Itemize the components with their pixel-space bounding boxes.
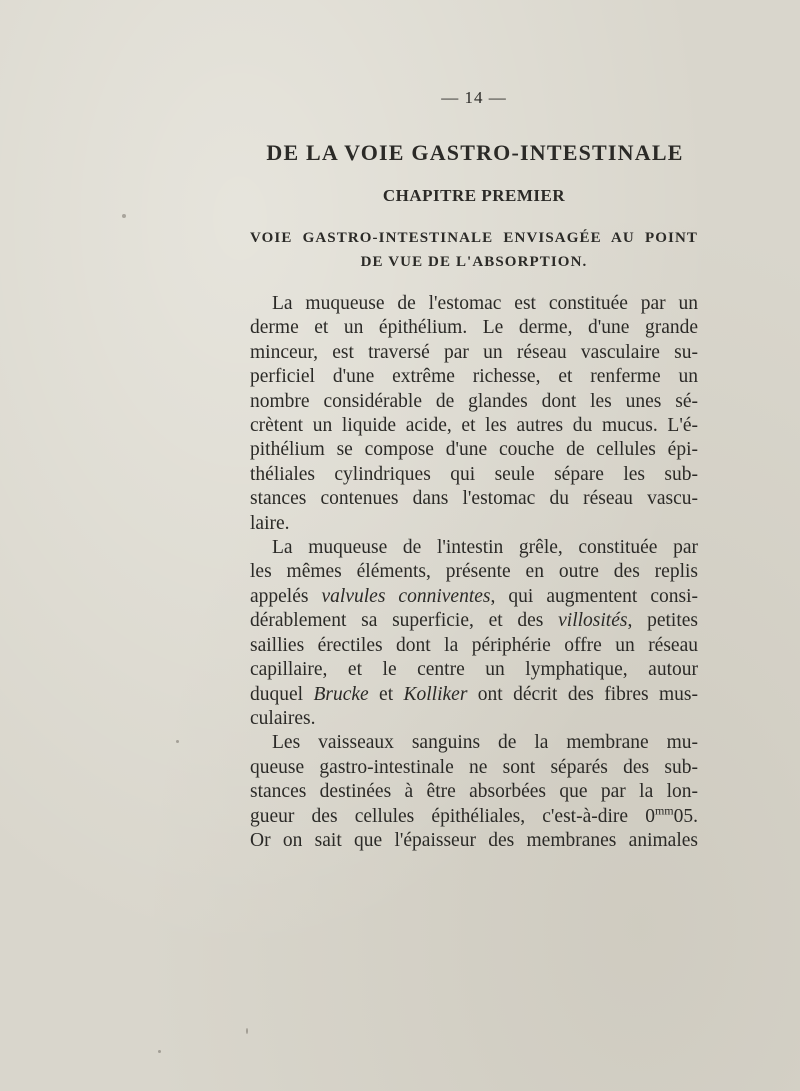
italic-name: Brucke (313, 683, 369, 705)
text-segment: , petites (627, 610, 698, 632)
text-line: stances contenues dans l'estomac du réseau vascu- (250, 488, 698, 510)
text-segment: duquel (250, 683, 314, 705)
chapter-subtitle (250, 226, 698, 274)
page-speck (122, 214, 126, 218)
text-column (250, 88, 698, 853)
text-line (250, 585, 698, 609)
text-line: capillaire, et le centre un lymphatique, autour (250, 659, 698, 681)
text-line: laire. (250, 512, 290, 534)
text-line: derme et un épithélium. Le derme, d'une grande (250, 317, 698, 339)
text-line (250, 609, 698, 633)
page-speck (246, 1028, 248, 1034)
paragraph-1 (250, 292, 698, 536)
chapter-title: CHAPITRE PREMIER (382, 186, 566, 205)
text-line: La muqueuse de l'estomac est constituée par un (272, 293, 698, 314)
text-line: Les vaisseaux sanguins de la membrane mu- (272, 732, 698, 754)
text-line (250, 683, 698, 707)
subtitle-line: DE VUE DE L'ABSORPTION. (360, 254, 588, 270)
page-speck (176, 740, 179, 743)
text-segment: appelés (250, 585, 322, 607)
text-segment: gueur des cellules épithéliales, c'est-à-dire 0 (250, 805, 655, 827)
text-line: stances destinées à être absorbées que par la lon- (250, 781, 698, 803)
section-title: DE LA VOIE GASTRO-INTESTINALE (266, 140, 684, 165)
text-line: les mêmes éléments, présente en outre des replis (250, 561, 698, 583)
text-line: Or on sait que l'épaisseur des membranes animales (250, 829, 698, 851)
text-line: perficiel d'une extrême richesse, et renferme un (250, 366, 698, 388)
italic-term: villosités (558, 610, 628, 632)
paragraph-3 (250, 731, 698, 853)
italic-name: Kolliker (403, 683, 468, 705)
text-segment: et (368, 683, 404, 705)
text-line: nombre considérable de glandes dont les unes sé- (250, 390, 698, 412)
subtitle-line: VOIE GASTRO-INTESTINALE ENVISAGÉE AU POINT (250, 230, 698, 246)
text-segment: 05. (673, 805, 698, 827)
text-line: culaires. (250, 707, 316, 729)
page-number: — 14 — (441, 88, 507, 107)
page-speck (158, 1050, 161, 1053)
text-line: saillies érectiles dont la périphérie offre un réseau (250, 634, 698, 656)
paragraph-2 (250, 536, 698, 731)
unit-superscript: mm (654, 803, 674, 818)
text-line: pithélium se compose d'une couche de cellules épi- (250, 439, 698, 461)
text-segment: , qui augmentent consi- (490, 585, 698, 607)
text-segment: dérablement sa superficie, et des (250, 610, 559, 632)
text-segment: ont décrit des fibres mus- (467, 683, 698, 705)
italic-term: valvules conniventes (321, 585, 491, 607)
text-line: théliales cylindriques qui seule sépare les sub- (250, 463, 698, 485)
text-line: minceur, est traversé par un réseau vasculaire su- (250, 341, 698, 363)
text-line (250, 805, 698, 829)
text-line: queuse gastro-intestinale ne sont séparés des sub- (250, 756, 698, 778)
text-line: La muqueuse de l'intestin grêle, constituée par (272, 537, 698, 559)
text-line: crètent un liquide acide, et les autres du mucus. L'é- (250, 415, 698, 437)
